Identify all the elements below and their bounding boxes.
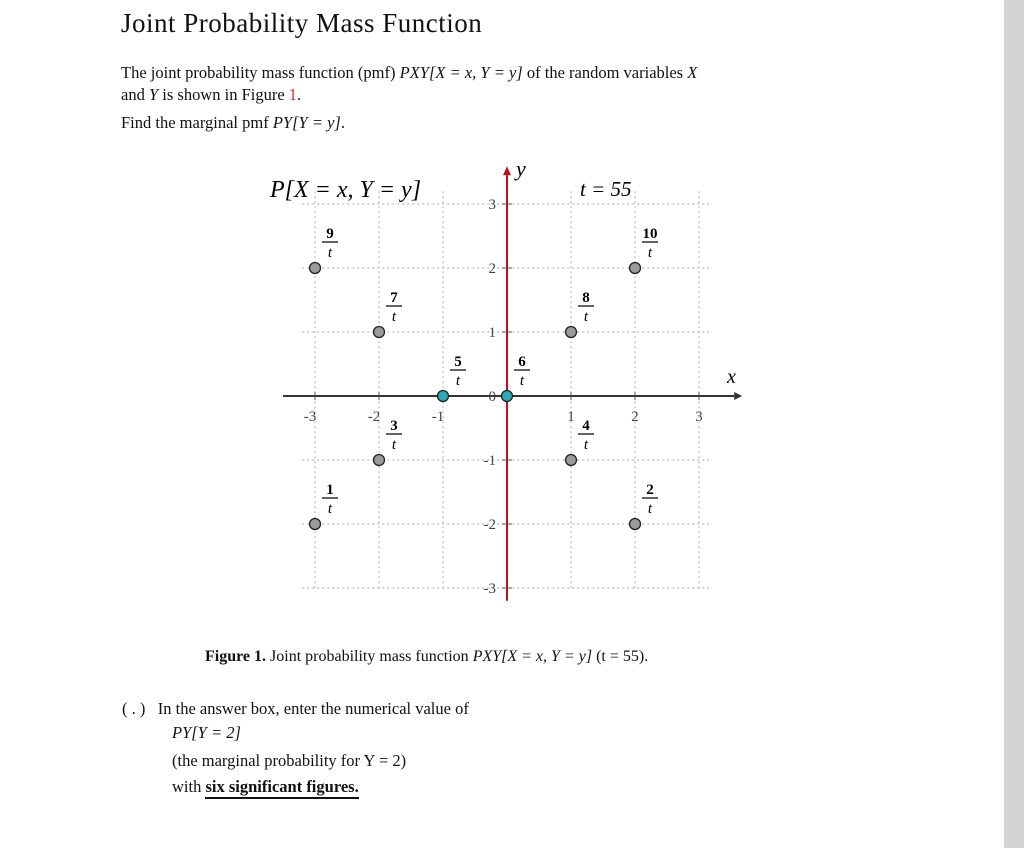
pmf-label-numerator: 7 (390, 290, 398, 306)
pmf-point (310, 482, 339, 530)
pmf-point-marker (502, 391, 513, 402)
pmf-label-denominator: t (583, 309, 589, 325)
pmf-point-marker (310, 519, 321, 530)
x-tick-label: 1 (567, 409, 575, 425)
pmf-point (310, 226, 339, 274)
pmf-point-marker (630, 263, 641, 274)
pmf-point-marker (374, 327, 385, 338)
x-tick-label: -1 (431, 409, 445, 425)
figure-caption: Figure 1. Joint probability mass function PXY[X = x, Y = y] (t = 55). (205, 648, 649, 665)
pmf-point (374, 418, 403, 466)
pmf-label-denominator: t (647, 501, 653, 517)
question-note: (the marginal probability for Y = 2) (172, 751, 407, 770)
y-tick-label: -1 (483, 453, 496, 469)
page-title: Joint Probability Mass Function (121, 8, 483, 38)
pmf-label-denominator: t (583, 437, 589, 453)
pmf-point-marker (438, 391, 449, 402)
pmf-point (438, 354, 467, 402)
y-tick-label: 2 (488, 261, 496, 277)
pmf-point-marker (630, 519, 641, 530)
y-axis-arrow (503, 166, 511, 175)
intro-paragraph: The joint probability mass function (pmf) PXY[X = x, Y = y] of the random variables X and Y is shown in Figure 1. (121, 63, 698, 104)
pmf-point-marker (566, 327, 577, 338)
y-tick-label: -2 (483, 517, 496, 533)
window-edge (1004, 0, 1024, 848)
question-precision: with six significant figures. (172, 776, 359, 798)
pmf-label-numerator: 6 (518, 354, 526, 370)
pmf-point (502, 354, 531, 402)
pmf-label-denominator: t (327, 501, 333, 517)
figure-axes (283, 166, 742, 601)
pmf-point (566, 418, 595, 466)
pmf-label-denominator: t (391, 437, 397, 453)
origin-tick-label: 0 (488, 389, 496, 405)
pmf-point (630, 482, 659, 530)
pmf-label-denominator: t (327, 245, 333, 261)
pmf-point (566, 290, 595, 338)
pmf-label-numerator: 10 (642, 226, 658, 242)
x-axis-label: x (727, 366, 736, 388)
question-block: ( . ) In the answer box, enter the numerical value of (122, 699, 469, 718)
pmf-label-numerator: 8 (582, 290, 590, 306)
y-tick-label: 3 (488, 197, 496, 213)
pmf-label-numerator: 9 (326, 226, 334, 242)
x-tick-label: 2 (631, 409, 639, 425)
figure-t-value: t = 55 (580, 177, 632, 201)
x-tick-label: -2 (367, 409, 381, 425)
pmf-point (374, 290, 403, 338)
y-tick-label: -3 (483, 581, 496, 597)
figure-title: P[X = x, Y = y] (270, 177, 422, 203)
pmf-label-numerator: 4 (582, 418, 590, 434)
x-axis-arrow (734, 392, 742, 400)
task-sentence: Find the marginal pmf PY[Y = y]. (121, 113, 345, 132)
question-target: PY[Y = 2] (172, 723, 241, 742)
pmf-label-numerator: 1 (326, 482, 334, 498)
pmf-label-numerator: 3 (390, 418, 398, 434)
figure-points (310, 226, 659, 530)
x-tick-label: 3 (695, 409, 703, 425)
pmf-point-marker (566, 455, 577, 466)
pmf-label-numerator: 5 (454, 354, 462, 370)
pmf-label-denominator: t (391, 309, 397, 325)
pmf-point-marker (310, 263, 321, 274)
y-axis-label: y (516, 156, 526, 181)
pmf-label-denominator: t (647, 245, 653, 261)
y-tick-label: 1 (488, 325, 496, 341)
pmf-point (630, 226, 659, 274)
pmf-point-marker (374, 455, 385, 466)
x-tick-label: -3 (303, 409, 317, 425)
pmf-label-denominator: t (519, 373, 525, 389)
pmf-label-numerator: 2 (646, 482, 654, 498)
pmf-label-denominator: t (455, 373, 461, 389)
